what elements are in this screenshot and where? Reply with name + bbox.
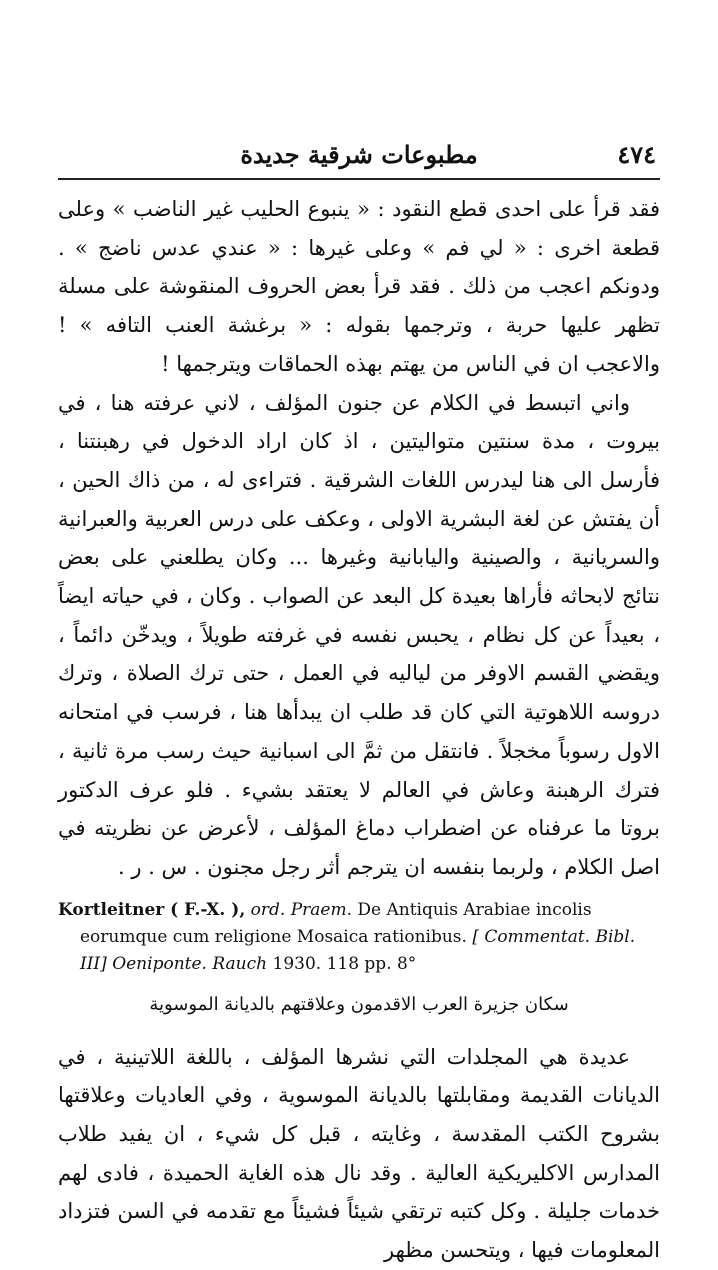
review-subtitle: سكان جزيرة العرب الاقدمون وعلاقتهم بالديانة الموسوية	[149, 993, 569, 1015]
page-number: ٤٧٤	[617, 140, 656, 169]
paragraph-3: عديدة هي المجلدات التي نشرها المؤلف ، باللغة اللاتينية ، في الديانات القديمة ومقابلتها بالديانة الموسوية ، وفي العاديات وعلاقتها بشروح الكتب المقدسة ، وغايته ، قبل كل شيء ، ان يفيد طلاب المدارس الاكليريكية العالية . وقد نال هذه الغاية الحميدة ، فادى لهم خدمات جليلة . وكل كتبه ترتقي شيئاً فشيئاً مع تقدمه في السن فتزداد المعلومات فيها ، ويتحسن مظهر	[58, 1044, 660, 1263]
paragraph-1: فقد قرأ على احدى قطع النقود : « ينبوع الحليب غير الناضب » وعلى قطعة اخرى : « لي فم » وعلى غيرها : « عندي عدس ناضج » . ودونكم اعجب من ذلك . فقد قرأ بعض الحروف المنقوشة على مسلة تظهر عليها حربة ، وترجمها بقوله : « برغشة العنب التافه » ! والاعجب ان في الناس من يهتم بهذه الحماقات ويترجمها !	[58, 197, 660, 376]
biblio-series: [ Commentat. Bibl. III]	[80, 926, 636, 974]
running-title: مطبوعات شرقية جديدة	[240, 140, 478, 169]
biblio-title: De Antiquis Arabiae incolis eorumque cum religione Mosaica rationibus.	[80, 899, 592, 947]
biblio-details: 1930. 118 pp. 8°	[272, 953, 417, 974]
biblio-publication: Oeniponte. Rauch	[112, 953, 268, 974]
document-page	[58, 130, 660, 1270]
biblio-order: ord. Praem.	[250, 899, 352, 920]
biblio-author: Kortleitner ( F.-X. ),	[58, 899, 246, 920]
bibliography-entry	[58, 897, 660, 978]
page-header	[58, 130, 660, 178]
header-rule	[58, 178, 660, 180]
paragraph-2: واني اتبسط في الكلام عن جنون المؤلف ، لاني عرفته هنا ، في بيروت ، مدة سنتين متواليتين ، اذ كان اراد الدخول في رهبنتنا ، فأرسل الى هنا ليدرس اللغات الشرقية . فتراءى له ، من ذاك الحين ، أن يفتش عن لغة البشرية الاولى ، وعكف على درس العربية والعبرانية والسريانية ، والصينية واليابانية وغيرها ... وكان يطلعني على بعض نتائج لابحاثه فأراها بعيدة كل البعد عن الصواب . وكان ، في حياته ايضاً ، بعيداً عن كل نظام ، يحبس نفسه في غرفته طويلاً ، ويدخّن دائماً ، ويقضي القسم الاوفر من لياليه في العمل ، حتى ترك الصلاة ، وترك دروسه اللاهوتية التي كان قد طلب ان يبدأها هنا ، فرسب في امتحانه الاول رسوباً مخجلاً . فانتقل من ثمَّ الى اسبانية حيث رسب مرة ثانية ، فترك الرهبنة وعاش في العالم لا يعتقد بشيء . فلو عرف الدكتور بروتا ما عرفناه عن اضطراب دماغ المؤلف ، لأعرض عن نظريته في اصل الكلام ، ولربما بنفسه ان يترجم أثر رجل مجنون . س . ر .	[58, 390, 660, 879]
